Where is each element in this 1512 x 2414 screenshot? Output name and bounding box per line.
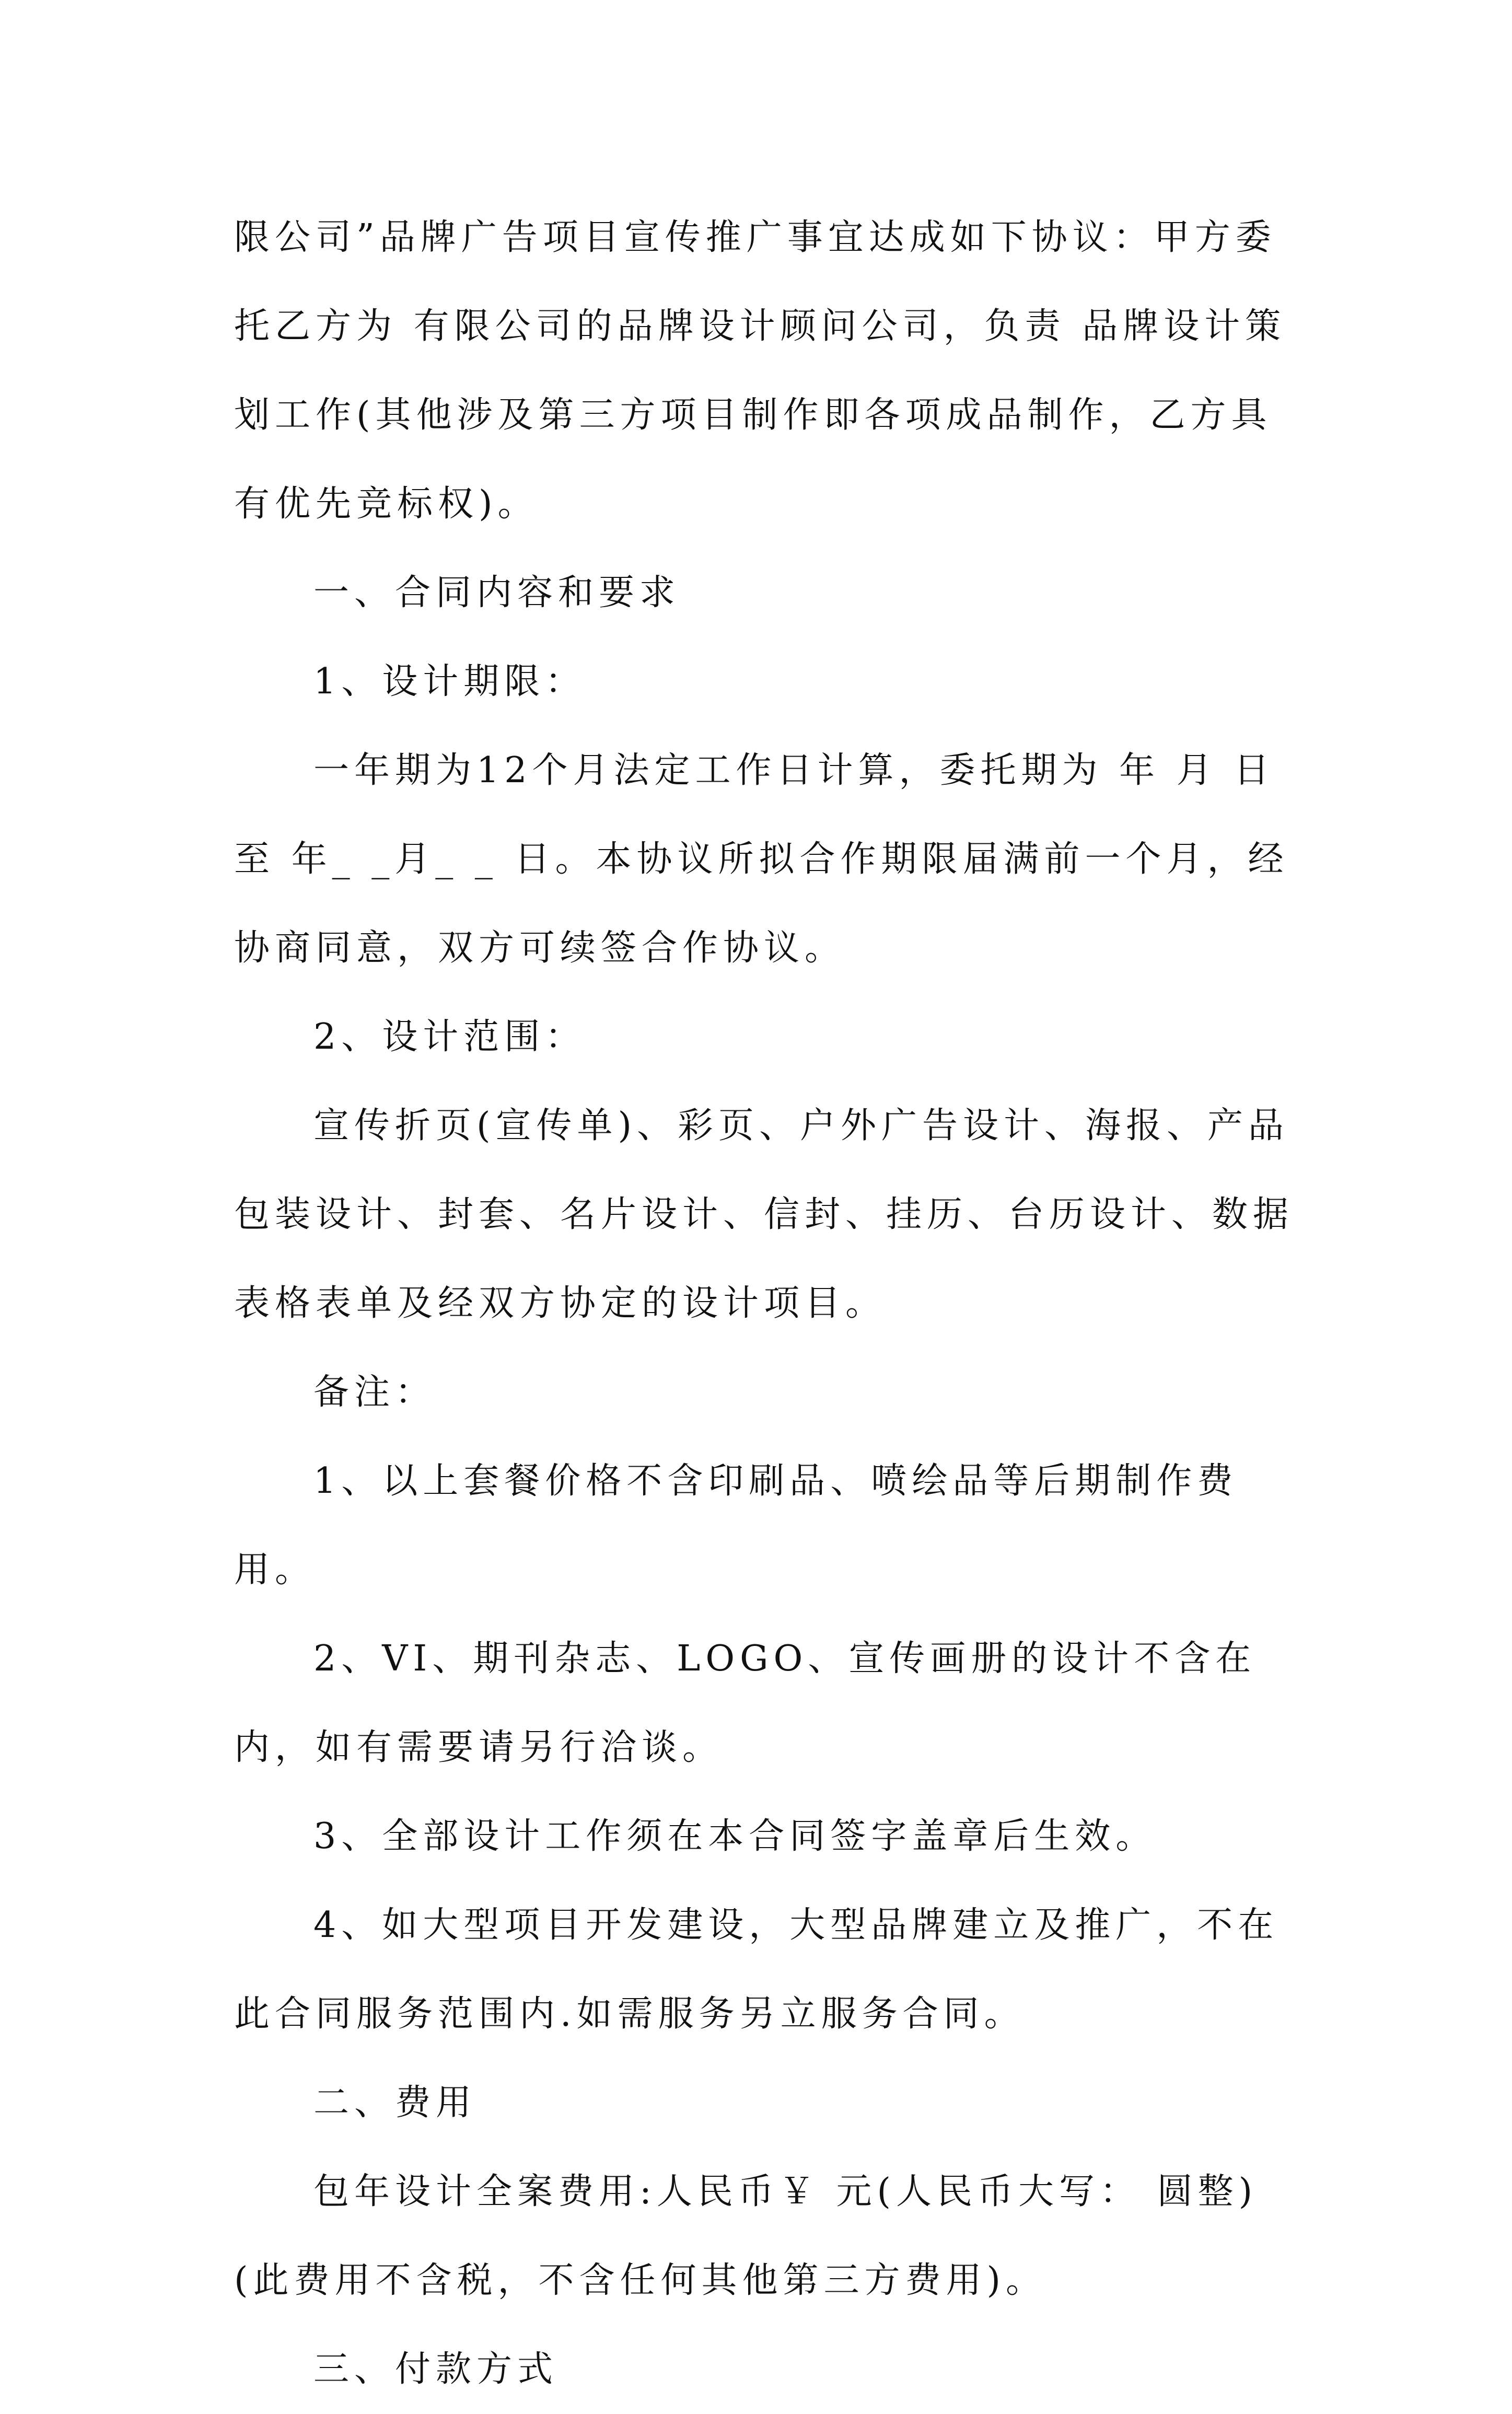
remark-item-3: 3、全部设计工作须在本合同签字盖章后生效。 <box>313 1816 1157 1857</box>
remark-item-4: 4、如大型项目开发建设，大型品牌建立及推广，不在此合同服务范围内.如需服务另立服务合同。 <box>234 1905 1279 2035</box>
heading-contract-content: 一、合同内容和要求 <box>313 572 681 613</box>
subheading-design-period: 1、设计期限： <box>313 661 586 702</box>
heading-payment-method: 三、付款方式 <box>313 2349 559 2390</box>
remark-item-1: 1、以上套餐价格不含印刷品、喷绘品等后期制作费用。 <box>234 1460 1238 1591</box>
document-body <box>234 193 1310 2414</box>
subheading-remarks: 备注： <box>313 1372 436 1413</box>
paragraph-design-scope: 宣传折页(宣传单)、彩页、户外广告设计、海报、产品包装设计、封套、名片设计、信封、挂历、台历设计、数据表格表单及经双方协定的设计项目。 <box>234 1105 1294 1324</box>
paragraph-intro: 限公司”品牌广告项目宣传推广事宜达成如下协议：甲方委托乙方为 有限公司的品牌设计顾问公司，负责 品牌设计策划工作(其他涉及第三方项目制作即各项成品制作，乙方具有优先竞标权)。 <box>234 217 1286 525</box>
subheading-design-scope: 2、设计范围： <box>313 1016 586 1058</box>
paragraph-fees: 包年设计全案费用:人民币￥ 元(人民币大写： 圆整)(此费用不含税，不含任何其他第三方费用)。 <box>234 2171 1258 2301</box>
heading-fees: 二、费用 <box>313 2082 477 2123</box>
paragraph-design-period: 一年期为12个月法定工作日计算，委托期为 年 月 日至 年_ _月_ _ 日。本协议所拟合作期限届满前一个月，经协商同意，双方可续签合作协议。 <box>234 750 1289 969</box>
remark-item-2: 2、VI、期刊杂志、LOGO、宣传画册的设计不含在内，如有需要请另行洽谈。 <box>234 1638 1257 1768</box>
